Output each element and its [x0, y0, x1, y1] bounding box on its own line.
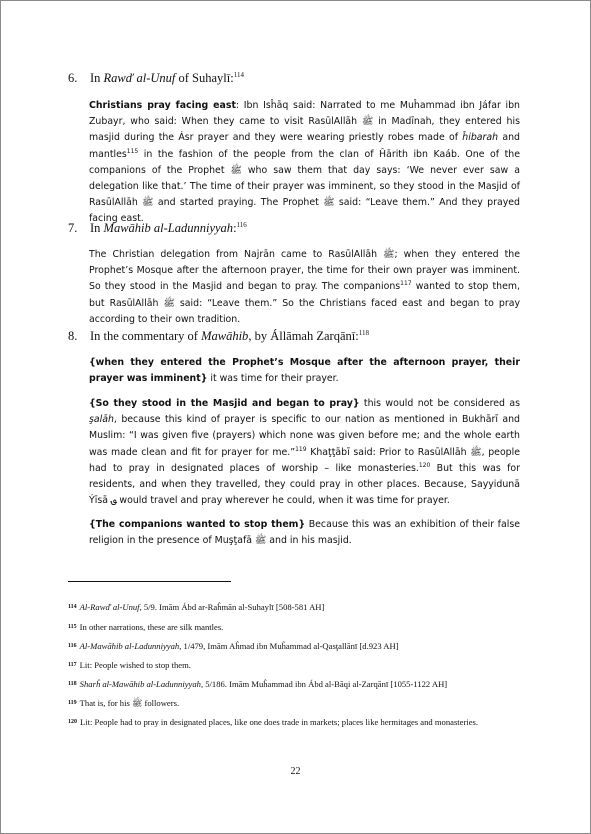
paragraph-commentary-2: [89, 396, 520, 509]
footnote-number: 120: [68, 719, 77, 725]
footnote-ref[interactable]: 116: [236, 221, 247, 229]
item-suffix: :: [233, 221, 237, 236]
item-source-title: Mawāhib: [201, 329, 249, 344]
footnote-ref[interactable]: 119: [295, 445, 307, 453]
footnote-number: 114: [68, 604, 77, 610]
footnote-text: In other narrations, these are silk mantles.: [79, 622, 224, 632]
footnote-text: , 1/479, Imām Aĥmad ibn Muĥammad al-Qasţallānī [d.923 AH]: [179, 641, 399, 651]
footnote-117: [68, 659, 520, 672]
footnote-text: , 5/186. Imām Muĥammad ibn Ábd al-Bāqi al-Zarqānī [1055-1122 AH]: [200, 679, 448, 689]
item-suffix: , by Állāmah Zarqānī:: [248, 329, 359, 344]
footnote-number: 115: [68, 624, 77, 630]
list-item-7: [68, 221, 247, 236]
footnote-114: [68, 601, 520, 614]
footnote-text: Lit: People wished to stop them.: [79, 660, 191, 670]
footnote-separator: [68, 581, 231, 582]
item-source-title: Rawď al-Unuf: [103, 71, 176, 86]
paragraph-text: Because this was an exhibition of their false religion in the presence of Muşţafā ﷺ and in his masjid.: [89, 519, 520, 547]
paragraph-text: The Christian delegation from Najrān came to RasūlAllāh ﷺ; when they entered the Prophet’s Mosque after the afternoon prayer, the time for their own prayer was imminent. So they stood in the Masjid and began to pray. The companions: [89, 249, 520, 293]
italic-term: şalāh: [89, 414, 114, 426]
paragraph-text: : Ibn Isĥāq said: Narrated to me Muĥammad ibn Jáfar ibn Zubayr, who said: When they came to visit RasūlAllāh ﷺ in Madīnah, they entered his masjid during the Ásr prayer and they were wearing priestly robes made of: [89, 100, 520, 144]
quoted-phrase: {So they stood in the Masjid and began to pray}: [89, 398, 360, 409]
paragraph-christians-pray-east: [89, 98, 520, 228]
footnote-text: , 5/9. Imām Ábd ar-Raĥmān al-Suhaylī [508-581 AH]: [139, 602, 325, 612]
footnote-118: [68, 678, 520, 691]
item-source-title: Mawāhib al-Ladunniyyah: [103, 221, 234, 236]
paragraph-text: it was time for their prayer.: [207, 373, 339, 385]
italic-term: ĥibarah: [462, 132, 499, 144]
paragraph-heading: Christians pray facing east: [89, 100, 236, 111]
item-number: 6.: [68, 71, 78, 86]
footnote-number: 118: [68, 681, 77, 687]
footnote-116: [68, 640, 520, 653]
item-prefix: In: [90, 221, 104, 236]
footnote-ref[interactable]: 115: [126, 147, 139, 155]
footnote-ref[interactable]: 120: [418, 461, 431, 469]
quoted-phrase: {The companions wanted to stop them}: [89, 519, 306, 530]
paragraph-text: in the fashion of the people from the clan of Ĥārith ibn Kaáb. One of the companions of the Prophet ﷺ who saw them that day says: ‘We never ever saw a delegation like that.’ The time of their prayer was imminent, so they stood in the Masjid of RasūlAllāh ﷺ and started praying. The Prophet ﷺ said: “Leave them.” And they prayed facing east.: [89, 148, 520, 225]
paragraph-text: wanted to stop them, but RasūlAllāh ﷺ said: “Leave them.” So the Christians faced east and began to pray according to their own tradition.: [89, 281, 520, 325]
paragraph-commentary-3: [89, 517, 520, 549]
footnote-number: 117: [68, 662, 77, 668]
footnote-number: 116: [68, 643, 77, 649]
footnote-source-title: Sharĥ al-Mawāhib al-Ladunniyyah: [79, 679, 201, 689]
paragraph-text: But this was for residents, and when they travelled, they could pray in other places. Because, Sayyidunā Ýīsā ؈ would travel and pray wherever he could, when it was time for prayer.: [89, 462, 520, 507]
footnote-text: Lit: People had to pray in designated places, like one does trade in markets; places like hermitages and monasteries.: [80, 717, 479, 727]
paragraph-najran-delegation: [89, 247, 520, 328]
paragraph-text: Khaţţābī said: Prior to RasūlAllāh ﷺ, people had to pray in designated places of worship – like monasteries.: [89, 446, 521, 474]
footnote-ref[interactable]: 114: [233, 71, 244, 79]
footnote-115: [68, 621, 520, 634]
page-number: 22: [290, 766, 301, 777]
list-item-8: [68, 329, 369, 344]
footnote-number: 119: [68, 700, 77, 706]
footnote-ref[interactable]: 117: [400, 280, 412, 288]
footnote-source-title: Al-Rawď al-Unuf: [79, 602, 140, 612]
paragraph-commentary-1: [89, 355, 520, 387]
footnote-119: [68, 697, 520, 710]
footnote-ref[interactable]: 118: [358, 329, 369, 337]
item-suffix: of Suhaylī:: [175, 71, 234, 86]
item-prefix: In: [90, 71, 104, 86]
quoted-phrase: {when they entered the Prophet’s Mosque after the afternoon prayer, their prayer was imminent}: [89, 357, 520, 385]
item-number: 8.: [68, 329, 78, 344]
paragraph-text: , because this kind of prayer is specific to our nation as mentioned in Bukhārī and Muslim: “I was given five (prayers) which none was given before me; and the whole earth was made clean and fit for prayer for me.”: [89, 414, 520, 458]
footnote-text: That is, for his ﷺ followers.: [79, 698, 180, 708]
paragraph-text: and mantles: [89, 132, 520, 160]
item-number: 7.: [68, 221, 78, 236]
list-item-6: [68, 71, 244, 86]
footnote-source-title: Al-Mawāhib al-Ladunniyyah: [79, 641, 180, 651]
paragraph-text: this would not be considered as: [359, 398, 520, 409]
item-prefix: In the commentary of: [90, 329, 202, 344]
footnote-120: [68, 716, 520, 729]
